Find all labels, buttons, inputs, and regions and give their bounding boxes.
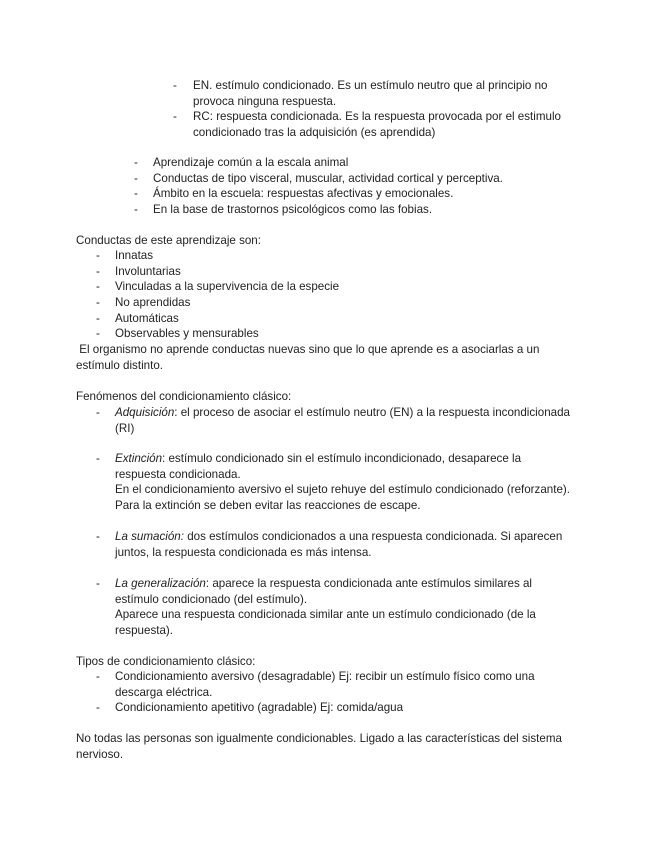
paragraph-line: nervioso. <box>76 747 124 761</box>
list-item-line: condicionado tras la adquisición (es aprendida) <box>193 125 436 139</box>
list-item-text: Aprendizaje común a la escala animal <box>153 156 349 169</box>
paragraph-line: estímulo distinto. <box>76 358 163 372</box>
list-item-text: Conductas de tipo visceral, muscular, actividad cortical y perceptiva. <box>153 172 503 185</box>
list-item-text: Ámbito en la escuela: respuestas afectivas y emocionales. <box>153 187 454 200</box>
paragraph-note <box>76 342 539 373</box>
list-dash: - <box>96 406 100 419</box>
list-item-line: EN. estímulo condicionado. Es un estímulo neutro que al principio no <box>193 79 548 92</box>
list-dash: - <box>96 249 100 262</box>
list-item-line: Aparece una respuesta condicionada similar ante un estímulo condicionado (de la <box>115 608 536 622</box>
list-dash: - <box>96 577 100 590</box>
list-dash: - <box>96 701 100 714</box>
definition-text: : aparece la respuesta condicionada ante estímulos similares al <box>205 577 532 590</box>
section-heading-conductas: Conductas de este aprendizaje son: <box>76 234 261 247</box>
definition-text: : el proceso de asociar el estímulo neutro (EN) a la respuesta incondicionada <box>174 406 570 419</box>
term-sumacion: La sumación: <box>115 530 184 543</box>
paragraph-line: El organismo no aprende conductas nuevas sino que lo que aprende es a asociarlas a un <box>76 343 540 356</box>
list-dash: - <box>96 327 100 340</box>
list-item-line: respuesta condicionada. <box>115 467 241 481</box>
list-item-text: Innatas <box>115 249 154 262</box>
list-item-line: RC: respuesta condicionada. Es la respuesta provocada por el estimulo <box>193 110 561 123</box>
definition-text: dos estímulos condicionados a una respuesta condicionada. Si aparecen <box>183 530 563 543</box>
list-item-text: No aprendidas <box>115 296 191 309</box>
list-item-line: Condicionamiento apetitivo (agradable) Ej: comida/agua <box>115 701 404 714</box>
list-dash: - <box>96 265 100 278</box>
list-dash: - <box>96 312 100 325</box>
list-item-line: provoca ninguna respuesta. <box>193 94 337 108</box>
list-item-line: descarga eléctrica. <box>115 685 213 699</box>
list-item-line: Condicionamiento aversivo (desagradable) Ej: recibir un estímulo físico como una <box>115 670 535 683</box>
list-item-text: En la base de trastornos psicológicos como las fobias. <box>153 203 433 216</box>
term-extincion: Extinción <box>115 452 163 465</box>
list-dash: - <box>96 452 100 465</box>
list-item-line <box>115 451 570 467</box>
list-dash: - <box>134 187 138 200</box>
list-dash: - <box>134 203 138 216</box>
term-generalizacion: La generalización <box>115 577 206 590</box>
list-dash: - <box>96 530 100 543</box>
paragraph-closing <box>76 731 562 762</box>
list-dash: - <box>96 296 100 309</box>
list-dash: - <box>96 280 100 293</box>
list-dash: - <box>134 172 138 185</box>
list-item-line: Para la extinción se deben evitar las reacciones de escape. <box>115 498 421 512</box>
list-item-text: Automáticas <box>115 312 179 325</box>
list-item-text: Involuntarias <box>115 265 181 278</box>
term-adquisicion: Adquisición <box>115 406 175 419</box>
list-item-line: En el condicionamiento aversivo el sujeto rehuye del estímulo condicionado (reforzante). <box>115 483 570 497</box>
list-item-line <box>115 529 562 545</box>
list-dash: - <box>96 670 100 683</box>
list-item-line: estímulo condicionado (del estímulo). <box>115 592 308 606</box>
list-item-text: Observables y mensurables <box>115 327 259 340</box>
list-item-line: (RI) <box>115 421 135 435</box>
list-item-text: Vinculadas a la supervivencia de la especie <box>115 280 340 293</box>
section-heading-fenomenos: Fenómenos del condicionamiento clásico: <box>76 390 292 403</box>
list-item-line: respuesta). <box>115 623 173 637</box>
list-item-line <box>115 405 570 421</box>
list-dash: - <box>134 156 138 169</box>
list-item-line <box>115 576 536 592</box>
section-heading-tipos: Tipos de condicionamiento clásico: <box>76 655 256 668</box>
paragraph-line: No todas las personas son igualmente condicionables. Ligado a las características del sistema <box>76 732 562 745</box>
list-dash: - <box>173 79 177 92</box>
list-dash: - <box>173 110 177 123</box>
definition-text: : estímulo condicionado sin el estímulo incondicionado, desaparece la <box>162 452 522 465</box>
list-item-line: juntos, la respuesta condicionada es más intensa. <box>115 545 372 559</box>
